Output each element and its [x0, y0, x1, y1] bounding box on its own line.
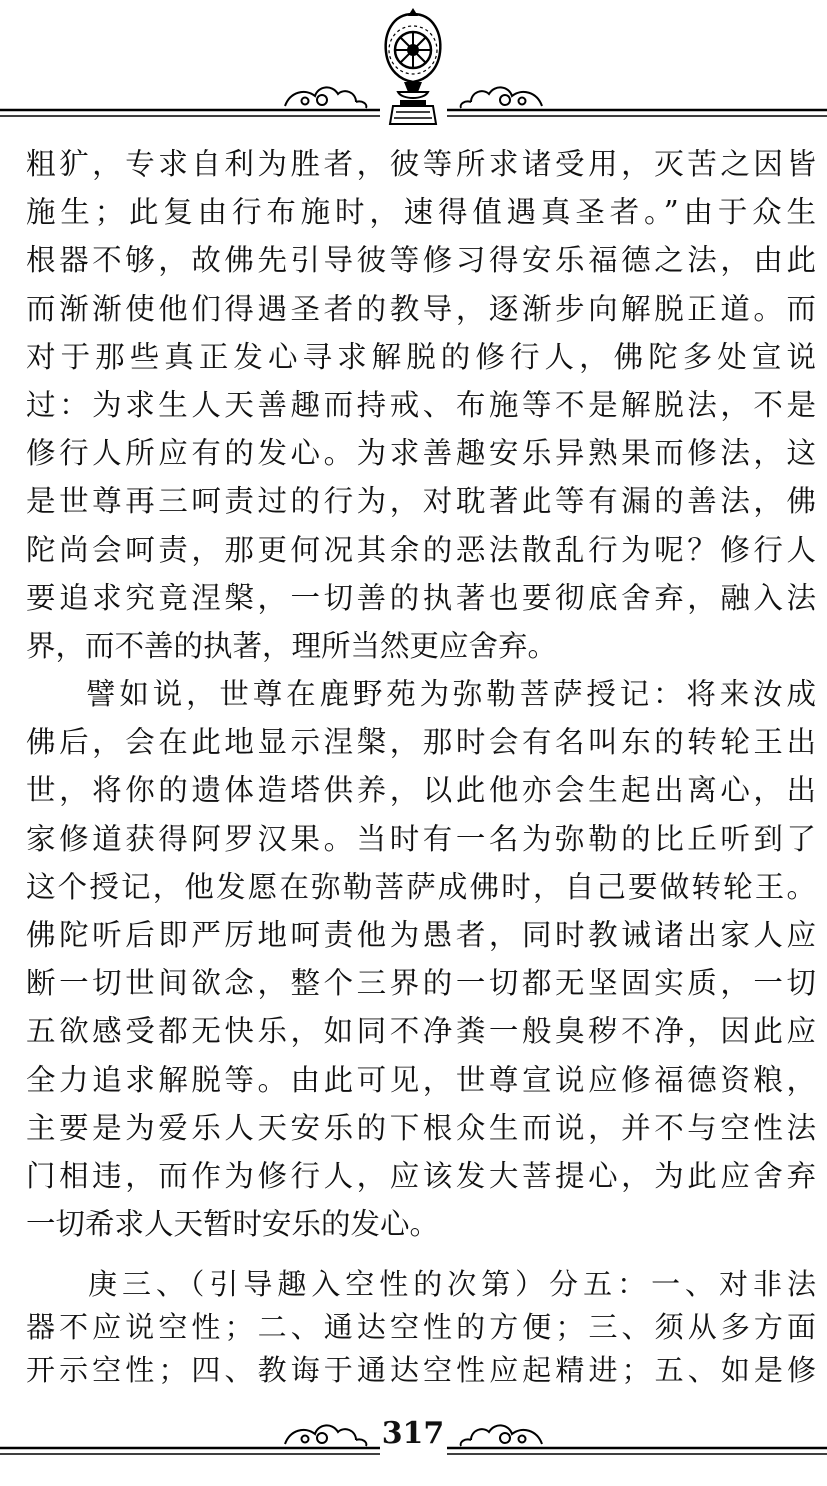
text-line: 而渐渐使他们得遇圣者的教导，逐渐步向解脱正道。而 — [26, 291, 816, 326]
footer-right-cloud-icon — [461, 1425, 542, 1446]
text-line: 佛后，会在此地显示涅槃，那时会有名叫东的转轮王出 — [26, 725, 816, 760]
heading-line: 器不应说空性；二、通达空性的方便；三、须从多方面 — [26, 1310, 816, 1344]
dharma-wheel-icon — [386, 8, 441, 124]
header-ornament-graphic — [0, 0, 827, 135]
page-number: 317 — [381, 1416, 445, 1451]
text-line: 佛陀听后即严厉地呵责他为愚者，同时教诫诸出家人应 — [26, 918, 816, 952]
text-line: 一切希求人天暂时安乐的发心。 — [26, 1207, 440, 1242]
right-cloud-icon — [461, 87, 542, 108]
text-line: 界，而不善的执著，理所当然更应舍弃。 — [26, 628, 558, 663]
text-line: 修行人所应有的发心。为求善趣安乐异熟果而修法，这 — [26, 436, 816, 471]
paragraph-2 — [26, 670, 816, 1248]
left-cloud-icon — [285, 87, 366, 108]
page-header-ornament — [0, 0, 827, 135]
text-line: 全力追求解脱等。由此可见，世尊宣说应修福德资粮， — [26, 1062, 816, 1097]
text-line: 断一切世间欲念，整个三界的一切都无坚固实质，一切 — [26, 966, 816, 1001]
text-line: 五欲感受都无快乐，如同不净粪一般臭秽不净，因此应 — [26, 1014, 816, 1049]
text-line: 门相违，而作为修行人，应该发大菩提心，为此应舍弃 — [26, 1158, 816, 1193]
footer-left-cloud-icon — [285, 1425, 366, 1446]
text-line: 要追求究竟涅槃，一切善的执著也要彻底舍弃，融入法 — [26, 580, 816, 615]
text-line: 譬如说，世尊在鹿野苑为弥勒菩萨授记：将来汝成 — [86, 677, 816, 712]
paragraph-1 — [26, 140, 816, 670]
text-line: 是世尊再三呵责过的行为，对耽著此等有漏的善法，佛 — [26, 484, 816, 519]
body-text — [26, 140, 816, 1248]
section-heading — [26, 1263, 816, 1392]
text-line: 主要是为爱乐人天安乐的下根众生而说，并不与空性法 — [26, 1110, 816, 1145]
text-line: 粗犷，专求自利为胜者，彼等所求诸受用，灭苦之因皆 — [26, 147, 816, 181]
text-line: 世，将你的遗体造塔供养，以此他亦会生起出离心，出 — [26, 773, 816, 808]
text-line: 陀尚会呵责，那更何况其余的恶法散乱行为呢？修行人 — [26, 532, 816, 567]
heading-line: 庚三、（引导趣入空性的次第）分五：一、对非法 — [88, 1267, 816, 1301]
text-line: 根器不够，故佛先引导彼等修习得安乐福德之法，由此 — [26, 243, 816, 278]
heading-line: 开示空性；四、教诲于通达空性应起精进；五、如是修 — [26, 1353, 816, 1387]
text-line: 过：为求生人天善趣而持戒、布施等不是解脱法，不是 — [26, 387, 816, 422]
text-line: 这个授记，他发愿在弥勒菩萨成佛时，自己要做转轮王。 — [26, 869, 816, 904]
text-line: 施生；此复由行布施时，速得值遇真圣者。”由于众生 — [26, 195, 816, 230]
text-line: 家修道获得阿罗汉果。当时有一名为弥勒的比丘听到了 — [26, 821, 816, 856]
text-line: 对于那些真正发心寻求解脱的修行人，佛陀多处宣说 — [26, 339, 816, 374]
